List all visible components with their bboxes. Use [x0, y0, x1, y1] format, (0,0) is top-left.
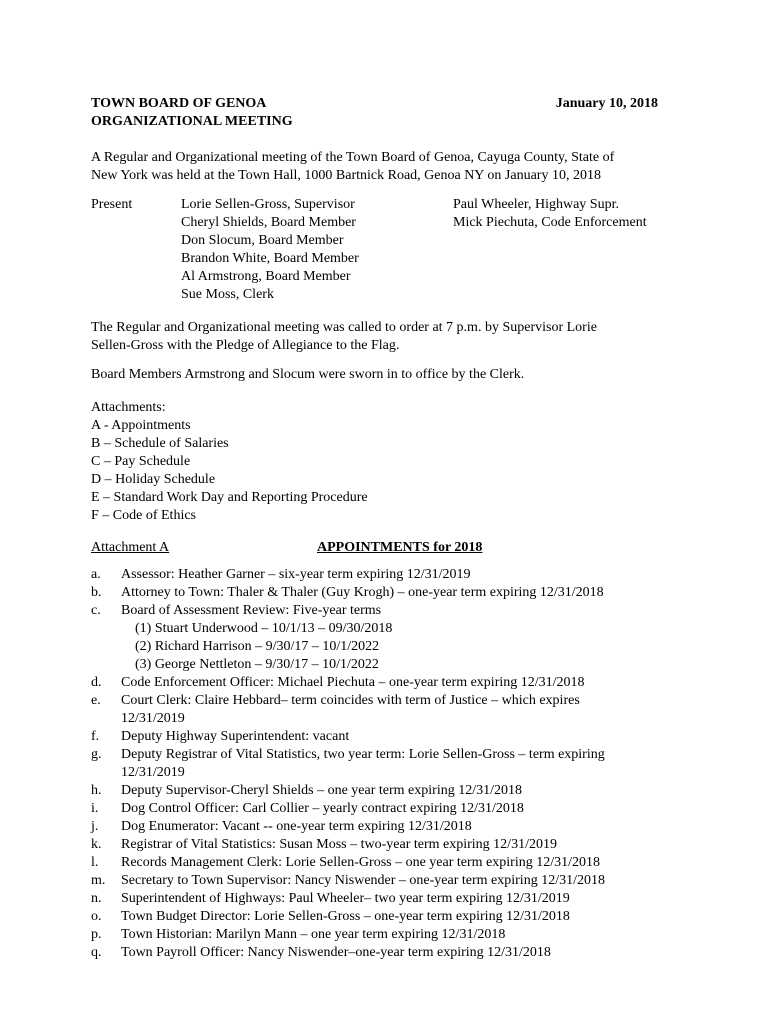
- attachments-heading: Attachments:: [91, 400, 166, 415]
- list-item-text: Assessor: Heather Garner – six-year term expiring 12/31/2019: [121, 567, 471, 582]
- org-title-line2: ORGANIZATIONAL MEETING: [91, 114, 293, 129]
- list-item-text: Dog Enumerator: Vacant -- one-year term expiring 12/31/2018: [121, 819, 472, 834]
- list-subitem-text: (3) George Nettleton – 9/30/17 – 10/1/2022: [135, 657, 379, 672]
- list-item-text: Registrar of Vital Statistics: Susan Moss – two-year term expiring 12/31/2019: [121, 837, 557, 852]
- list-marker: o.: [91, 909, 102, 924]
- present-member: Brandon White, Board Member: [181, 251, 359, 266]
- list-marker: j.: [91, 819, 99, 834]
- list-item-text: Dog Control Officer: Carl Collier – yearly contract expiring 12/31/2018: [121, 801, 524, 816]
- list-marker: k.: [91, 837, 102, 852]
- attachments-list: [91, 399, 368, 525]
- list-marker: q.: [91, 945, 102, 960]
- list-item-text: Town Historian: Marilyn Mann – one year term expiring 12/31/2018: [121, 927, 506, 942]
- list-marker: m.: [91, 873, 106, 888]
- list-marker: i.: [91, 801, 99, 816]
- list-item-text: Board of Assessment Review: Five-year terms: [121, 603, 382, 618]
- list-marker: b.: [91, 585, 102, 600]
- present-member: Don Slocum, Board Member: [181, 233, 344, 248]
- present-staff: Mick Piechuta, Code Enforcement: [453, 215, 647, 230]
- list-subitem-text: (1) Stuart Underwood – 10/1/13 – 09/30/2018: [135, 621, 393, 636]
- list-item-text: Code Enforcement Officer: Michael Piechuta – one-year term expiring 12/31/2018: [121, 675, 585, 690]
- list-item-text: Town Payroll Officer: Nancy Niswender–one-year term expiring 12/31/2018: [121, 945, 551, 960]
- attachment-item: E – Standard Work Day and Reporting Procedure: [91, 490, 368, 505]
- list-marker: e.: [91, 693, 101, 708]
- attachment-item: B – Schedule of Salaries: [91, 436, 229, 451]
- call-to-order-line: Sellen-Gross with the Pledge of Allegiance to the Flag.: [91, 338, 400, 353]
- list-marker: c.: [91, 603, 101, 618]
- attachment-item: F – Code of Ethics: [91, 508, 196, 523]
- present-member: Sue Moss, Clerk: [181, 287, 274, 302]
- list-item-text: Attorney to Town: Thaler & Thaler (Guy Krogh) – one-year term expiring 12/31/2018: [121, 585, 604, 600]
- list-item-text: Deputy Registrar of Vital Statistics, two year term: Lorie Sellen-Gross – term expiring: [121, 747, 605, 762]
- list-marker: f.: [91, 729, 100, 744]
- present-member: Cheryl Shields, Board Member: [181, 215, 356, 230]
- list-item-text: Town Budget Director: Lorie Sellen-Gross – one-year term expiring 12/31/2018: [121, 909, 570, 924]
- present-members-list: [181, 196, 359, 304]
- list-item-text: Deputy Highway Superintendent: vacant: [121, 729, 350, 744]
- present-member: Al Armstrong, Board Member: [181, 269, 351, 284]
- list-item-text: Deputy Supervisor-Cheryl Shields – one year term expiring 12/31/2018: [121, 783, 522, 798]
- call-to-order-paragraph: [91, 319, 597, 355]
- intro-line: A Regular and Organizational meeting of the Town Board of Genoa, Cayuga County, State of: [91, 150, 615, 165]
- list-marker: h.: [91, 783, 102, 798]
- present-staff-list: [453, 196, 647, 232]
- present-staff: Paul Wheeler, Highway Supr.: [453, 197, 619, 212]
- list-marker: g.: [91, 747, 102, 762]
- list-item-text: Records Management Clerk: Lorie Sellen-Gross – one year term expiring 12/31/2018: [121, 855, 600, 870]
- list-marker: n.: [91, 891, 102, 906]
- attachment-item: D – Holiday Schedule: [91, 472, 216, 487]
- present-member: Lorie Sellen-Gross, Supervisor: [181, 197, 355, 212]
- list-marker: d.: [91, 675, 102, 690]
- intro-line: New York was held at the Town Hall, 1000 Bartnick Road, Genoa NY on January 10, 2018: [91, 168, 601, 183]
- list-item-text: 12/31/2019: [121, 765, 185, 780]
- list-marker: p.: [91, 927, 102, 942]
- appointments-title: APPOINTMENTS for 2018: [317, 540, 483, 555]
- list-subitem-text: (2) Richard Harrison – 9/30/17 – 10/1/2022: [135, 639, 380, 654]
- list-item-text: Secretary to Town Supervisor: Nancy Niswender – one-year term expiring 12/31/2018: [121, 873, 605, 888]
- list-marker: a.: [91, 567, 101, 582]
- sworn-in-paragraph: Board Members Armstrong and Slocum were sworn in to office by the Clerk.: [91, 367, 525, 382]
- list-item-text: Court Clerk: Claire Hebbard– term coincides with term of Justice – which expires: [121, 693, 580, 708]
- intro-paragraph: [91, 149, 614, 185]
- attachment-item: A - Appointments: [91, 418, 191, 433]
- attachment-a-label: Attachment A: [91, 540, 170, 555]
- list-marker: l.: [91, 855, 99, 870]
- meeting-date: January 10, 2018: [555, 96, 658, 111]
- attachment-item: C – Pay Schedule: [91, 454, 191, 469]
- org-title-line1: TOWN BOARD OF GENOA: [91, 96, 267, 111]
- list-item-text: Superintendent of Highways: Paul Wheeler– two year term expiring 12/31/2019: [121, 891, 570, 906]
- present-label: Present: [91, 197, 133, 212]
- list-item-text: 12/31/2019: [121, 711, 185, 726]
- call-to-order-line: The Regular and Organizational meeting was called to order at 7 p.m. by Supervisor Lorie: [91, 320, 597, 335]
